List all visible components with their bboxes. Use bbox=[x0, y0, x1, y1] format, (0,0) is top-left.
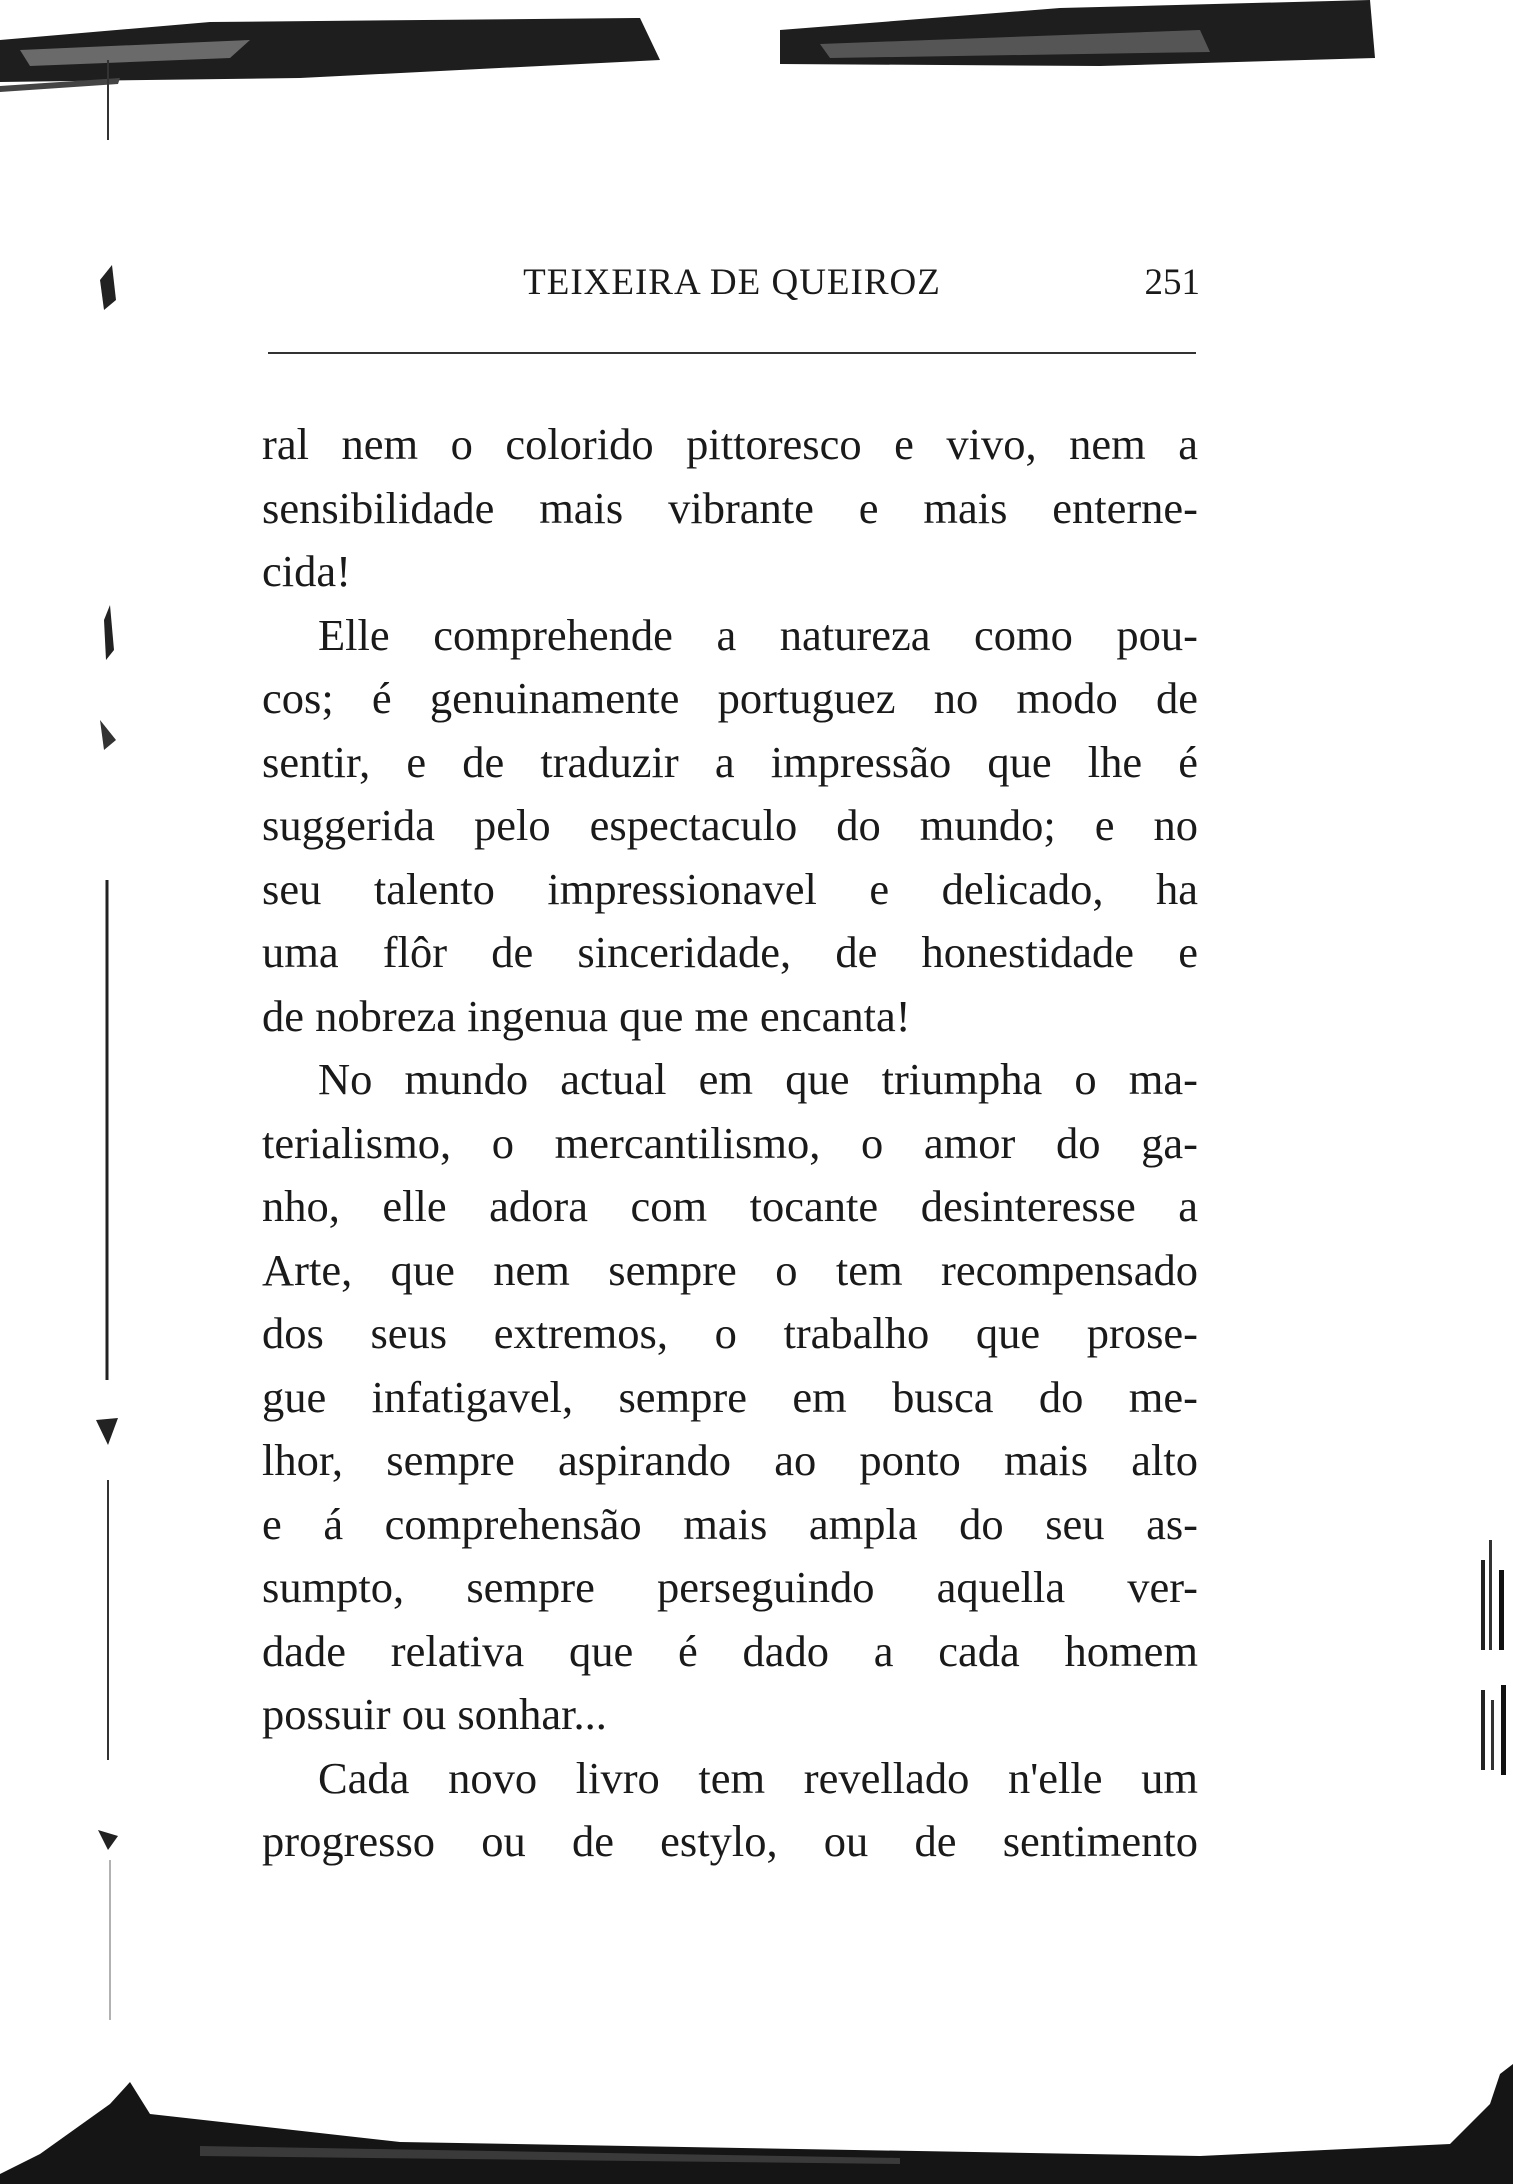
text-line: dos seus extremos, o trabalho que prose- bbox=[262, 1308, 1198, 1358]
text-line: progresso ou de estylo, ou de sentimento bbox=[262, 1816, 1198, 1866]
body-text bbox=[262, 413, 1198, 1874]
running-title: TEIXEIRA DE QUEIROZ bbox=[523, 262, 941, 303]
text-line: possuir ou sonhar... bbox=[262, 1689, 607, 1739]
text-line: dade relativa que é dado a cada homem bbox=[262, 1625, 1198, 1676]
running-head bbox=[264, 258, 1200, 308]
text-line: sensibilidade mais vibrante e mais enterne- bbox=[262, 482, 1198, 533]
text-line: sentir, e de traduzir a impressão que lhe é bbox=[262, 736, 1198, 787]
text-line: No mundo actual em que triumpha o ma- bbox=[318, 1054, 1198, 1104]
text-line: ral nem o colorido pittoresco e vivo, nem a bbox=[262, 419, 1198, 469]
text-line: Cada novo livro tem revellado n'elle um bbox=[318, 1752, 1198, 1803]
text-line: nho, elle adora com tocante desinteresse a bbox=[262, 1181, 1198, 1231]
edge-marks-right bbox=[1473, 1500, 1513, 1780]
text-line: suggerida pelo espectaculo do mundo; e no bbox=[262, 800, 1198, 850]
scan-smear-top bbox=[0, 0, 1513, 100]
header-rule bbox=[268, 352, 1196, 354]
text-line: seu talento impressionavel e delicado, ha bbox=[262, 863, 1198, 914]
gutter-marks bbox=[90, 60, 120, 2120]
text-line: lhor, sempre aspirando ao ponto mais alto bbox=[262, 1435, 1198, 1485]
text-line: Elle comprehende a natureza como pou- bbox=[318, 609, 1198, 660]
scan-smear-bottom bbox=[0, 2064, 1513, 2184]
text-line: cos; é genuinamente portuguez no modo de bbox=[262, 673, 1198, 723]
text-line: gue infatigavel, sempre em busca do me- bbox=[262, 1371, 1198, 1422]
text-line: sumpto, sempre perseguindo aquella ver- bbox=[262, 1562, 1198, 1612]
text-line: de nobreza ingenua que me encanta! bbox=[262, 990, 911, 1041]
text-line: e á comprehensão mais ampla do seu as- bbox=[262, 1498, 1198, 1549]
text-line: terialismo, o mercantilismo, o amor do ga- bbox=[262, 1117, 1198, 1168]
text-line: uma flôr de sinceridade, de honestidade e bbox=[262, 927, 1198, 977]
text-line: cida! bbox=[262, 546, 351, 596]
text-line: Arte, que nem sempre o tem recompensado bbox=[262, 1244, 1198, 1295]
page-number: 251 bbox=[1144, 262, 1200, 303]
